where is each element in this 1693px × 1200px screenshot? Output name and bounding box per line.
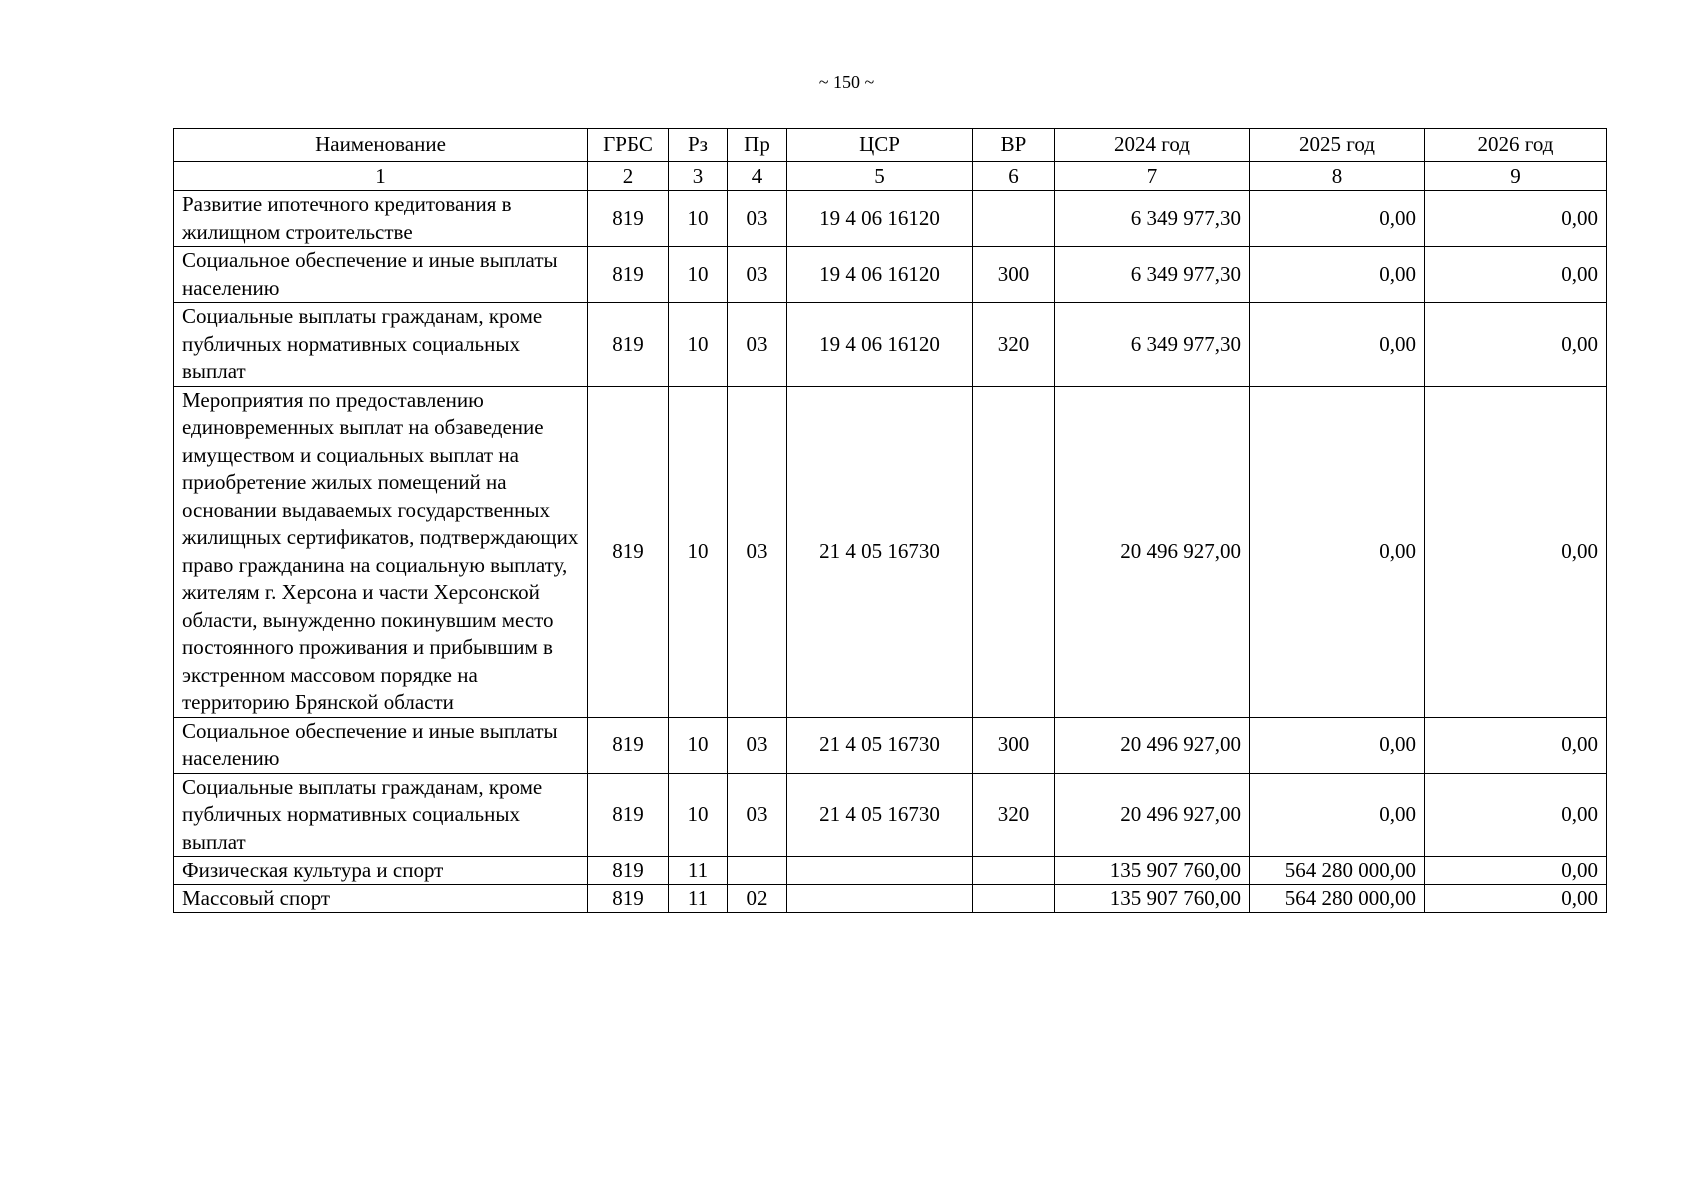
cell-2025: 0,00 bbox=[1250, 303, 1425, 387]
table-row bbox=[174, 717, 1607, 773]
cell-name: Массовый спорт bbox=[174, 885, 588, 913]
cell-2024: 135 907 760,00 bbox=[1055, 857, 1250, 885]
column-number: 7 bbox=[1055, 162, 1250, 191]
cell-2024: 20 496 927,00 bbox=[1055, 386, 1250, 717]
header-2024: 2024 год bbox=[1055, 129, 1250, 162]
cell-rz: 10 bbox=[669, 386, 728, 717]
cell-2025: 0,00 bbox=[1250, 717, 1425, 773]
cell-rz: 10 bbox=[669, 191, 728, 247]
cell-pr: 03 bbox=[728, 247, 787, 303]
cell-rz: 10 bbox=[669, 303, 728, 387]
cell-grbs: 819 bbox=[588, 717, 669, 773]
header-row bbox=[174, 129, 1607, 162]
cell-2026: 0,00 bbox=[1425, 386, 1607, 717]
cell-grbs: 819 bbox=[588, 247, 669, 303]
page-number: ~ 150 ~ bbox=[818, 72, 875, 92]
cell-vr bbox=[973, 857, 1055, 885]
cell-csr: 21 4 05 16730 bbox=[787, 773, 973, 857]
cell-2024: 20 496 927,00 bbox=[1055, 773, 1250, 857]
cell-name: Социальное обеспечение и иные выплаты населению bbox=[174, 717, 588, 773]
cell-csr: 19 4 06 16120 bbox=[787, 191, 973, 247]
cell-vr: 300 bbox=[973, 247, 1055, 303]
cell-rz: 10 bbox=[669, 247, 728, 303]
column-number-row bbox=[174, 162, 1607, 191]
budget-table bbox=[173, 128, 1607, 913]
table-row bbox=[174, 885, 1607, 913]
cell-csr bbox=[787, 885, 973, 913]
table-row bbox=[174, 773, 1607, 857]
cell-grbs: 819 bbox=[588, 191, 669, 247]
cell-name: Социальное обеспечение и иные выплаты населению bbox=[174, 247, 588, 303]
cell-pr bbox=[728, 857, 787, 885]
column-number: 3 bbox=[669, 162, 728, 191]
cell-vr bbox=[973, 885, 1055, 913]
cell-2024: 6 349 977,30 bbox=[1055, 247, 1250, 303]
cell-vr bbox=[973, 191, 1055, 247]
cell-2025: 0,00 bbox=[1250, 386, 1425, 717]
column-number: 4 bbox=[728, 162, 787, 191]
cell-csr: 19 4 06 16120 bbox=[787, 303, 973, 387]
header-name: Наименование bbox=[174, 129, 588, 162]
cell-2024: 6 349 977,30 bbox=[1055, 191, 1250, 247]
cell-2024: 20 496 927,00 bbox=[1055, 717, 1250, 773]
cell-grbs: 819 bbox=[588, 857, 669, 885]
cell-vr: 320 bbox=[973, 773, 1055, 857]
cell-2025: 0,00 bbox=[1250, 247, 1425, 303]
cell-2026: 0,00 bbox=[1425, 857, 1607, 885]
table-row bbox=[174, 247, 1607, 303]
cell-2024: 6 349 977,30 bbox=[1055, 303, 1250, 387]
cell-name: Социальные выплаты гражданам, кроме публичных нормативных социальных выплат bbox=[174, 303, 588, 387]
header-rz: Рз bbox=[669, 129, 728, 162]
cell-2025: 0,00 bbox=[1250, 773, 1425, 857]
cell-pr: 03 bbox=[728, 717, 787, 773]
cell-2026: 0,00 bbox=[1425, 247, 1607, 303]
cell-2025: 564 280 000,00 bbox=[1250, 857, 1425, 885]
column-number: 2 bbox=[588, 162, 669, 191]
cell-grbs: 819 bbox=[588, 773, 669, 857]
cell-name: Развитие ипотечного кредитования в жилищном строительстве bbox=[174, 191, 588, 247]
cell-rz: 10 bbox=[669, 773, 728, 857]
cell-grbs: 819 bbox=[588, 386, 669, 717]
cell-csr: 21 4 05 16730 bbox=[787, 717, 973, 773]
column-number: 6 bbox=[973, 162, 1055, 191]
cell-pr: 03 bbox=[728, 773, 787, 857]
cell-grbs: 819 bbox=[588, 303, 669, 387]
table-row bbox=[174, 857, 1607, 885]
cell-vr: 300 bbox=[973, 717, 1055, 773]
table-row bbox=[174, 386, 1607, 717]
column-number: 8 bbox=[1250, 162, 1425, 191]
cell-2026: 0,00 bbox=[1425, 191, 1607, 247]
table-row bbox=[174, 191, 1607, 247]
cell-name: Физическая культура и спорт bbox=[174, 857, 588, 885]
cell-pr: 03 bbox=[728, 191, 787, 247]
cell-name: Мероприятия по предоставлению единовременных выплат на обзаведение имуществом и социальных выплат на приобретение жилых помещений на основании выдаваемых государственных жилищных сертификатов, подтверждающих право гражданина на социальную выплату, жителям г. Херсона и части Херсонской области, вынужденно покинувшим место постоянного проживания и прибывшим в экстренном массовом порядке на территорию Брянской области bbox=[174, 386, 588, 717]
cell-2026: 0,00 bbox=[1425, 885, 1607, 913]
column-number: 9 bbox=[1425, 162, 1607, 191]
cell-rz: 10 bbox=[669, 717, 728, 773]
table-row bbox=[174, 303, 1607, 387]
cell-2025: 564 280 000,00 bbox=[1250, 885, 1425, 913]
column-number: 1 bbox=[174, 162, 588, 191]
cell-pr: 02 bbox=[728, 885, 787, 913]
cell-vr: 320 bbox=[973, 303, 1055, 387]
cell-vr bbox=[973, 386, 1055, 717]
header-csr: ЦСР bbox=[787, 129, 973, 162]
cell-pr: 03 bbox=[728, 386, 787, 717]
header-vr: ВР bbox=[973, 129, 1055, 162]
cell-rz: 11 bbox=[669, 857, 728, 885]
cell-csr: 19 4 06 16120 bbox=[787, 247, 973, 303]
cell-rz: 11 bbox=[669, 885, 728, 913]
cell-pr: 03 bbox=[728, 303, 787, 387]
cell-csr bbox=[787, 857, 973, 885]
header-grbs: ГРБС bbox=[588, 129, 669, 162]
cell-grbs: 819 bbox=[588, 885, 669, 913]
cell-2024: 135 907 760,00 bbox=[1055, 885, 1250, 913]
cell-2025: 0,00 bbox=[1250, 191, 1425, 247]
cell-2026: 0,00 bbox=[1425, 303, 1607, 387]
cell-csr: 21 4 05 16730 bbox=[787, 386, 973, 717]
header-pr: Пр bbox=[728, 129, 787, 162]
cell-name: Социальные выплаты гражданам, кроме публичных нормативных социальных выплат bbox=[174, 773, 588, 857]
cell-2026: 0,00 bbox=[1425, 717, 1607, 773]
cell-2026: 0,00 bbox=[1425, 773, 1607, 857]
header-2025: 2025 год bbox=[1250, 129, 1425, 162]
column-number: 5 bbox=[787, 162, 973, 191]
header-2026: 2026 год bbox=[1425, 129, 1607, 162]
